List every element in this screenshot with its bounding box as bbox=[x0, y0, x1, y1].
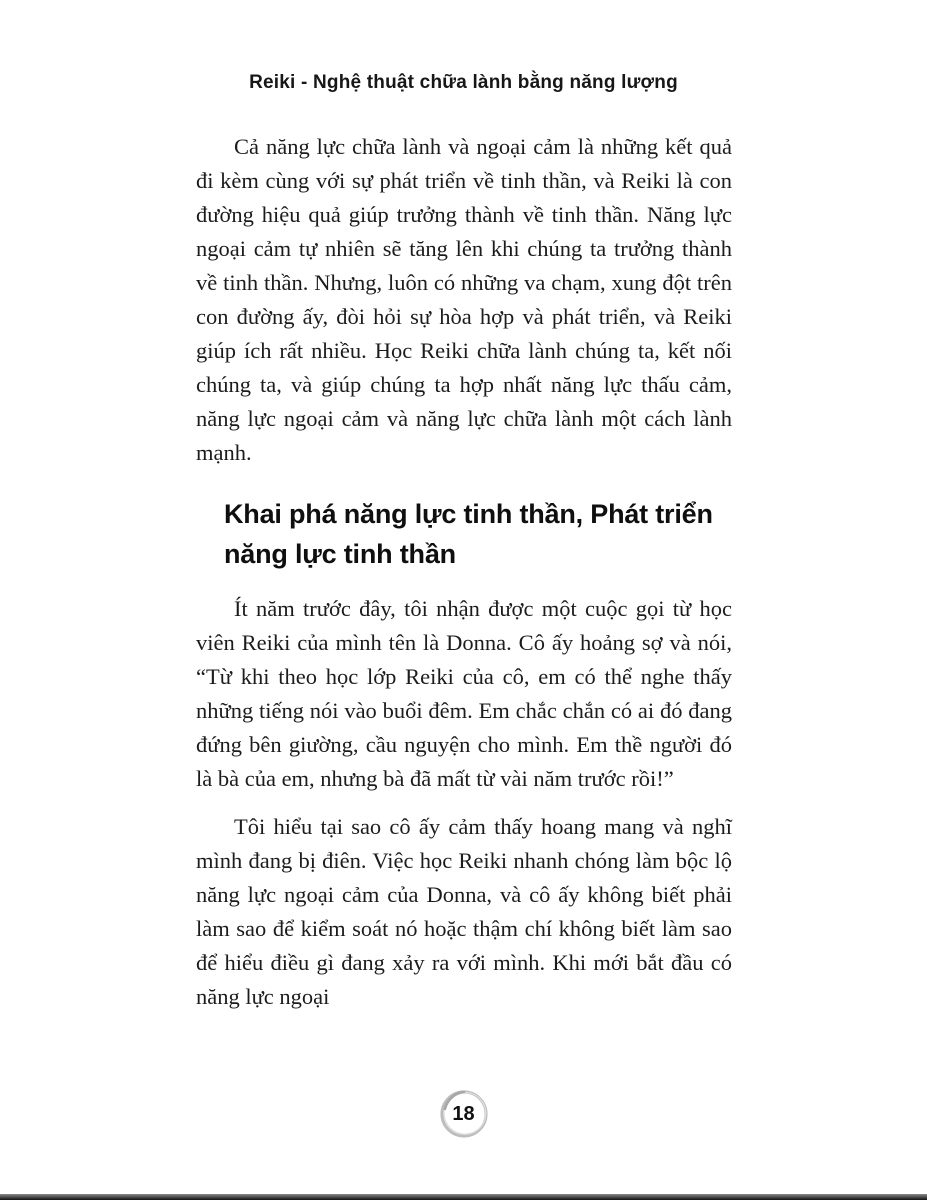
paragraph-1: Cả năng lực chữa lành và ngoại cảm là những kết quả đi kèm cùng với sự phát triển về tinh thần, và Reiki là con đường hiệu quả giúp trưởng thành về tinh thần. Năng lực ngoại cảm tự nhiên sẽ tăng lên khi chúng ta trưởng thành về tinh thần. Nhưng, luôn có những va chạm, xung đột trên con đường ấy, đòi hỏi sự hòa hợp và phát triển, và Reiki giúp ích rất nhiều. Học Reiki chữa lành chúng ta, kết nối chúng ta, và giúp chúng ta hợp nhất năng lực thấu cảm, năng lực ngoại cảm và năng lực chữa lành một cách lành mạnh. bbox=[196, 134, 732, 465]
paragraph-3: Tôi hiểu tại sao cô ấy cảm thấy hoang mang và nghĩ mình đang bị điên. Việc học Reiki nhanh chóng làm bộc lộ năng lực ngoại cảm của Donna, và cô ấy không biết phải làm sao để kiểm soát nó hoặc thậm chí không biết làm sao để hiểu điều gì đang xảy ra với mình. Khi mới bắt đầu có năng lực ngoại bbox=[196, 814, 732, 1009]
scan-bottom-edge bbox=[0, 1194, 927, 1200]
section-heading: Khai phá năng lực tinh thần, Phát triển năng lực tinh thần bbox=[224, 499, 713, 569]
page-number-badge bbox=[438, 1088, 490, 1140]
page-content bbox=[196, 130, 732, 1028]
page-number: 18 bbox=[452, 1102, 475, 1125]
running-header: Reiki - Nghệ thuật chữa lành bằng năng lượng bbox=[249, 72, 678, 93]
paragraph-2: Ít năm trước đây, tôi nhận được một cuộc gọi từ học viên Reiki của mình tên là Donna. Cô ấy hoảng sợ và nói, “Từ khi theo học lớp Reiki của cô, em có thể nghe thấy những tiếng nói vào buổi đêm. Em chắc chắn có ai đó đang đứng bên giường, cầu nguyện cho mình. Em thề người đó là bà của em, nhưng bà đã mất từ vài năm trước rồi!” bbox=[196, 596, 732, 791]
